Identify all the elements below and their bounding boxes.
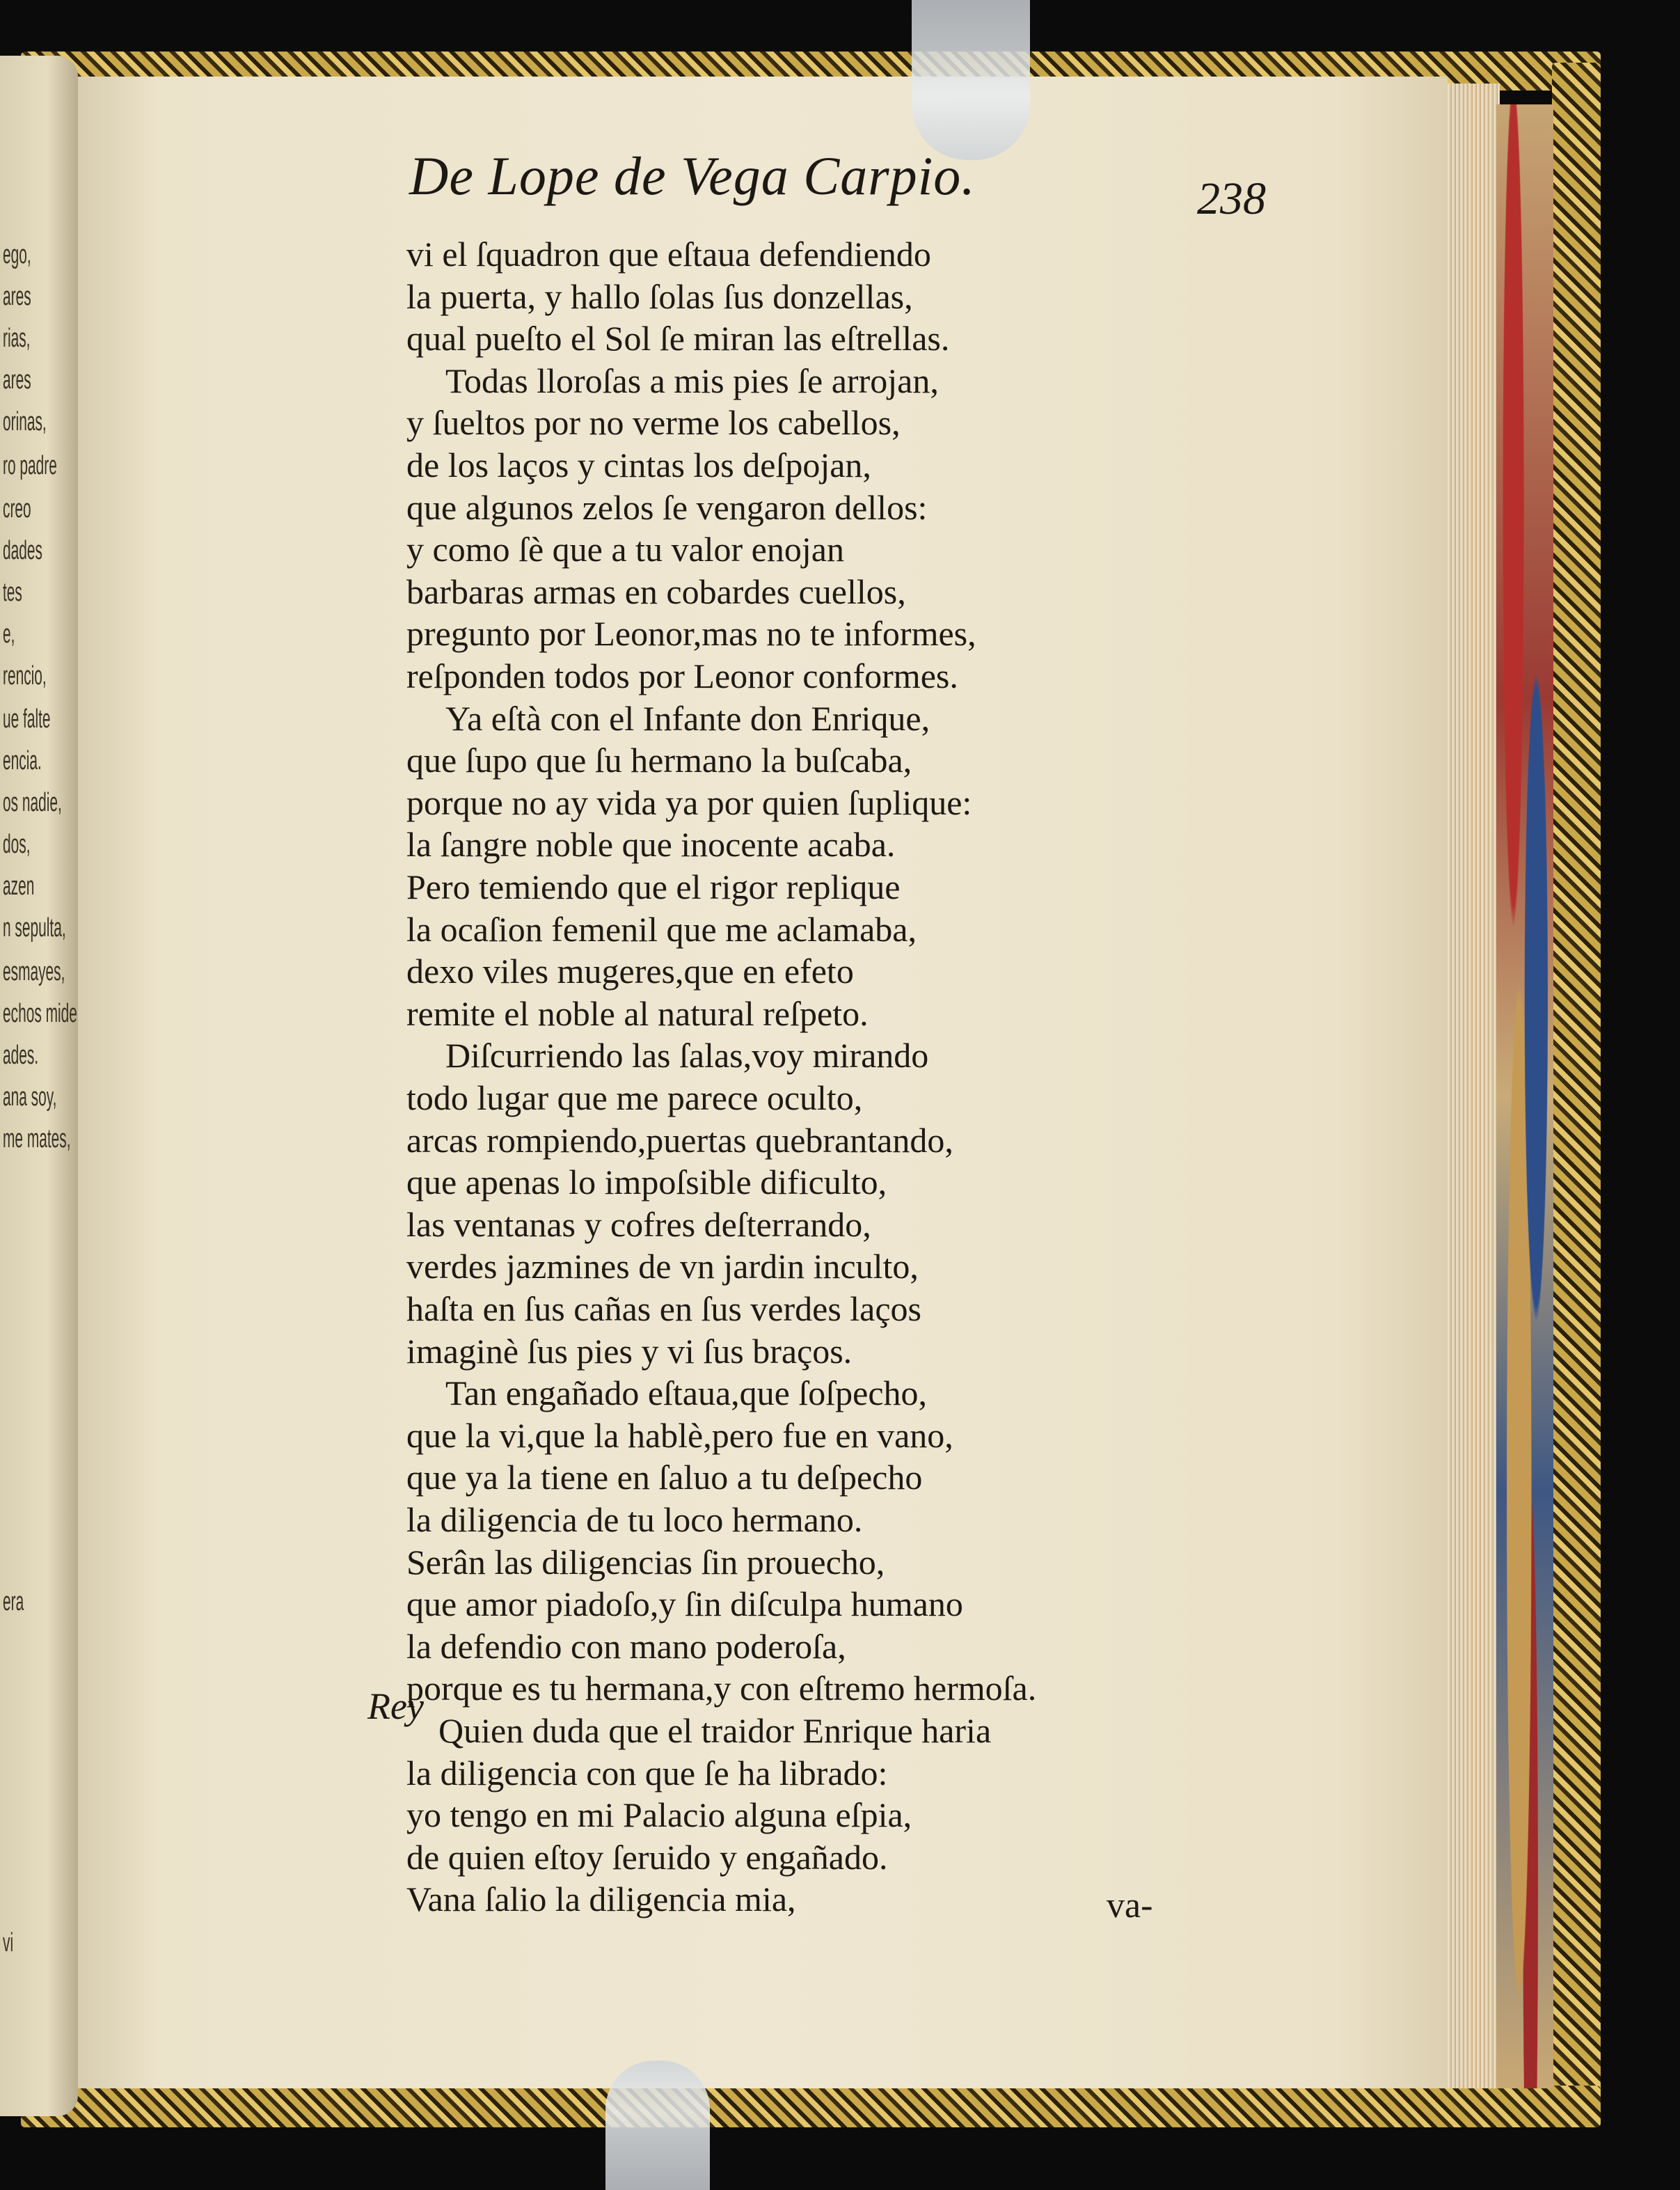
verse-line: remite el noble al natural reſpeto. (406, 993, 869, 1033)
left-page-fragment: orinas, (3, 407, 47, 436)
verse-line: Pero temiendo que el rigor replique (406, 867, 901, 906)
verse-line: haſta en ſus cañas en ſus verdes laços (406, 1289, 922, 1328)
verse-line: que algunos zelos ſe vengaron dellos: (406, 487, 928, 527)
verse-line: y como ſè que a tu valor enojan (406, 530, 844, 569)
verse-line: Vana ſalio la diligencia mia, (406, 1880, 796, 1919)
left-page-fragment: ades. (3, 1041, 39, 1070)
left-page-fragment: creo (3, 494, 31, 523)
verse-line: Serân las diligencias ſin prouecho, (406, 1542, 885, 1582)
left-page-fragment: ares (3, 282, 31, 311)
verse-line: imaginè ſus pies y vi ſus braços. (406, 1331, 853, 1371)
left-page-fragment: dos, (3, 830, 31, 859)
verse-line: las ventanas y cofres deſterrando, (406, 1204, 871, 1244)
verse-line: que la vi,que la hablè,pero fue en vano, (406, 1415, 953, 1455)
left-page-fragment: era (3, 1587, 24, 1616)
verse-line: Ya eſtà con el Infante don Enrique, (445, 698, 930, 738)
verse-line: que apenas lo impoſsible dificulto, (406, 1163, 887, 1202)
verse-line: la diligencia con que ſe ha librado: (406, 1753, 888, 1793)
left-page (0, 56, 78, 2116)
verse-line: porque no ay vida ya por quien ſuplique: (406, 782, 972, 822)
running-title: De Lope de Vega Carpio. (409, 145, 976, 206)
left-page-fragment: echos mide (3, 999, 77, 1028)
marbled-endpaper (1496, 104, 1553, 2088)
left-page-fragment: rias, (3, 324, 31, 353)
verse-line: que ſupo que ſu hermano la buſcaba, (406, 741, 912, 780)
verse-line: la defendio con mano poderoſa, (406, 1626, 846, 1666)
gilt-edge-right (1552, 63, 1601, 2116)
left-page-fragment: os nadie, (3, 788, 62, 817)
verse-line: qual pueſto el Sol ſe miran las eſtrellas. (406, 319, 950, 359)
verse-line: la ſangre noble que inocente acaba. (406, 825, 896, 865)
left-page-fragment: esmayes, (3, 957, 65, 986)
verse-line: arcas rompiendo,puertas quebrantando, (406, 1120, 953, 1160)
left-page-fragment: me mates, (3, 1124, 71, 1153)
clip-top (912, 0, 1030, 160)
verse-line: todo lugar que me parece oculto, (406, 1078, 863, 1117)
verse-line: Quien duda que el traidor Enrique haria (438, 1711, 992, 1750)
verse-line: Diſcurriendo las ſalas,voy mirando (445, 1036, 929, 1076)
page-number: 238 (1197, 173, 1266, 224)
left-page-fragment: tes (3, 578, 22, 607)
verse-line: porque es tu hermana,y con eſtremo hermoſa. (406, 1669, 1037, 1708)
verse-line: y ſueltos por no verme los cabellos, (406, 403, 901, 443)
clip-bottom (605, 2061, 710, 2190)
verse-line: de quien eſtoy ſeruido y engañado. (406, 1837, 888, 1877)
left-page-fragment: n sepulta, (3, 913, 66, 943)
verse-line: que ya la tiene en ſaluo a tu deſpecho (406, 1458, 923, 1497)
verse-line: vi el ſquadron que eſtaua defendiendo (406, 235, 931, 274)
gilt-edge-bottom (21, 2086, 1601, 2127)
left-page-fragment: ana soy, (3, 1082, 57, 1112)
verse-line: la diligencia de tu loco hermano. (406, 1500, 863, 1539)
left-page-fragment: azen (3, 872, 35, 901)
left-page-fragment: ares (3, 365, 31, 395)
verse-line: Todas lloroſas a mis pies ſe arrojan, (445, 361, 939, 400)
verse-line: que amor piadoſo,y ſin diſculpa humano (406, 1584, 963, 1624)
left-page-fragment: dades (3, 536, 42, 565)
catchword: va- (1107, 1886, 1153, 1925)
verse-line: yo tengo en mi Palacio alguna eſpia, (406, 1795, 912, 1835)
verse-line: dexo viles mugeres,que en efeto (406, 952, 854, 991)
verse-line: de los laços y cintas los deſpojan, (406, 446, 871, 485)
left-page-fragment: ego, (3, 240, 31, 269)
speaker-label: Rey (367, 1685, 424, 1727)
verse-line: reſponden todos por Leonor conformes. (406, 656, 958, 695)
left-page-fragment: ro padre (3, 451, 57, 480)
verse-line: Tan engañado eſtaua,que ſoſpecho, (445, 1373, 928, 1413)
verse-line: la ocaſion femenil que me aclamaba, (406, 909, 917, 949)
page-edges (1448, 84, 1500, 2088)
left-page-fragment: encia. (3, 746, 42, 775)
verse-line: barbaras armas en cobardes cuellos, (406, 572, 906, 611)
left-page-fragment: rencio, (3, 661, 47, 691)
verse-line: la puerta, y hallo ſolas ſus donzellas, (406, 276, 913, 316)
left-page-fragment: ue falte (3, 704, 51, 734)
left-page-fragment: vi (3, 1928, 14, 1957)
verse-line: pregunto por Leonor,mas no te informes, (406, 614, 976, 654)
verse-line: verdes jazmines de vn jardin inculto, (406, 1247, 919, 1286)
left-page-fragment: e, (3, 620, 15, 649)
